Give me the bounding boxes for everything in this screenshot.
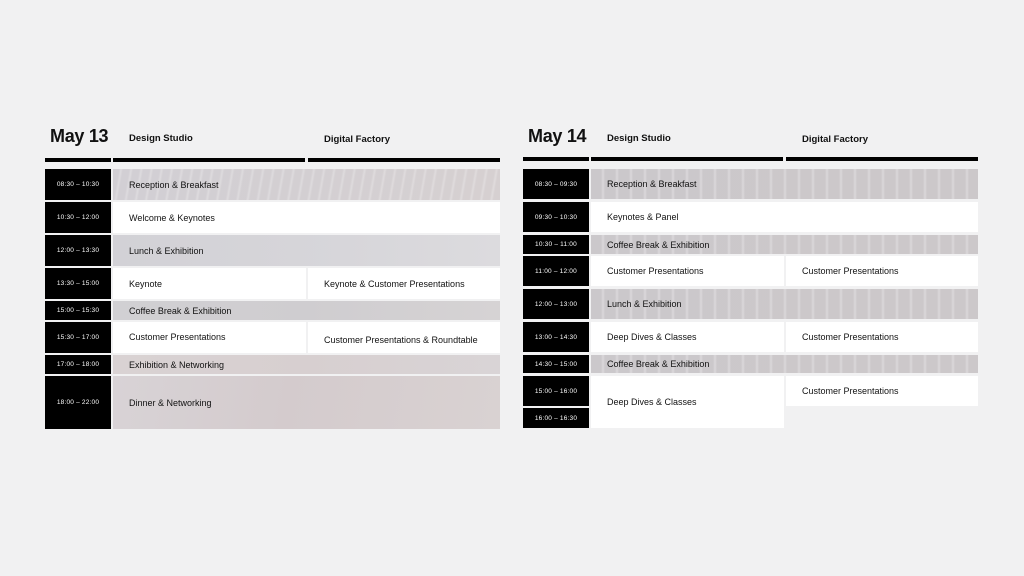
day2-session-design-studio: Deep Dives & Classes [591,376,784,428]
day2-session-design-studio: Customer Presentations [591,256,784,286]
day1-time-slot: 10:30 – 12:00 [45,202,111,233]
day2-time-slot: 08:30 – 09:30 [523,169,589,199]
day2-digital-factory-header: Digital Factory [802,134,868,145]
day2-time-slot: 10:30 – 11:00 [523,235,589,254]
day2-col2-rule [786,157,978,161]
day2-session-digital-factory: Customer Presentations [786,256,978,286]
day1-session-digital-factory: Customer Presentations & Roundtable [308,322,500,353]
day1-session: Coffee Break & Exhibition [113,301,500,320]
day1-time-slot: 15:30 – 17:00 [45,322,111,353]
day2-time-slot: 11:00 – 12:00 [523,256,589,286]
day2-session-digital-factory: Customer Presentations [786,322,978,352]
day1-session-digital-factory: Keynote & Customer Presentations [308,268,500,299]
day2-col1-rule [591,157,783,161]
day2-session-design-studio: Deep Dives & Classes [591,322,784,352]
day2-time-slot: 15:00 – 16:00 [523,376,589,406]
day1-time-slot: 12:00 – 13:30 [45,235,111,266]
day2-time-slot: 12:00 – 13:00 [523,289,589,319]
day2-time-slot: 16:00 – 16:30 [523,408,589,428]
day2-session: Coffee Break & Exhibition [591,235,978,254]
day2-session: Reception & Breakfast [591,169,978,199]
day2-design-studio-header: Design Studio [607,133,671,144]
day1-time-slot: 08:30 – 10:30 [45,169,111,200]
day1-time-slot: 15:00 – 15:30 [45,301,111,320]
day2-session-digital-factory: Customer Presentations [786,376,978,406]
day2-session: Keynotes & Panel [591,202,978,232]
day1-design-studio-header: Design Studio [129,133,193,144]
day1-session: Dinner & Networking [113,376,500,429]
day2-time-slot: 14:30 – 15:00 [523,355,589,373]
day1-col1-rule [113,158,305,162]
day1-date: May 13 [50,126,109,146]
day1-session: Reception & Breakfast [113,169,500,200]
day1-session: Welcome & Keynotes [113,202,500,233]
day1-time-slot: 13:30 – 15:00 [45,268,111,299]
day1-time-slot: 17:00 – 18:00 [45,355,111,374]
day1-col2-rule [308,158,500,162]
day1-time-slot: 18:00 – 22:00 [45,376,111,429]
day1-time-rule [45,158,111,162]
day2-session: Lunch & Exhibition [591,289,978,319]
day1-session-design-studio: Customer Presentations [113,322,306,353]
day2-session: Coffee Break & Exhibition [591,355,978,373]
day2-time-slot: 13:00 – 14:30 [523,322,589,352]
day1-digital-factory-header: Digital Factory [324,134,390,145]
day2-time-slot: 09:30 – 10:30 [523,202,589,232]
day1-session: Lunch & Exhibition [113,235,500,266]
day2-date: May 14 [528,126,587,146]
day1-session: Exhibition & Networking [113,355,500,374]
day2-time-rule [523,157,589,161]
day1-session-design-studio: Keynote [113,268,306,299]
